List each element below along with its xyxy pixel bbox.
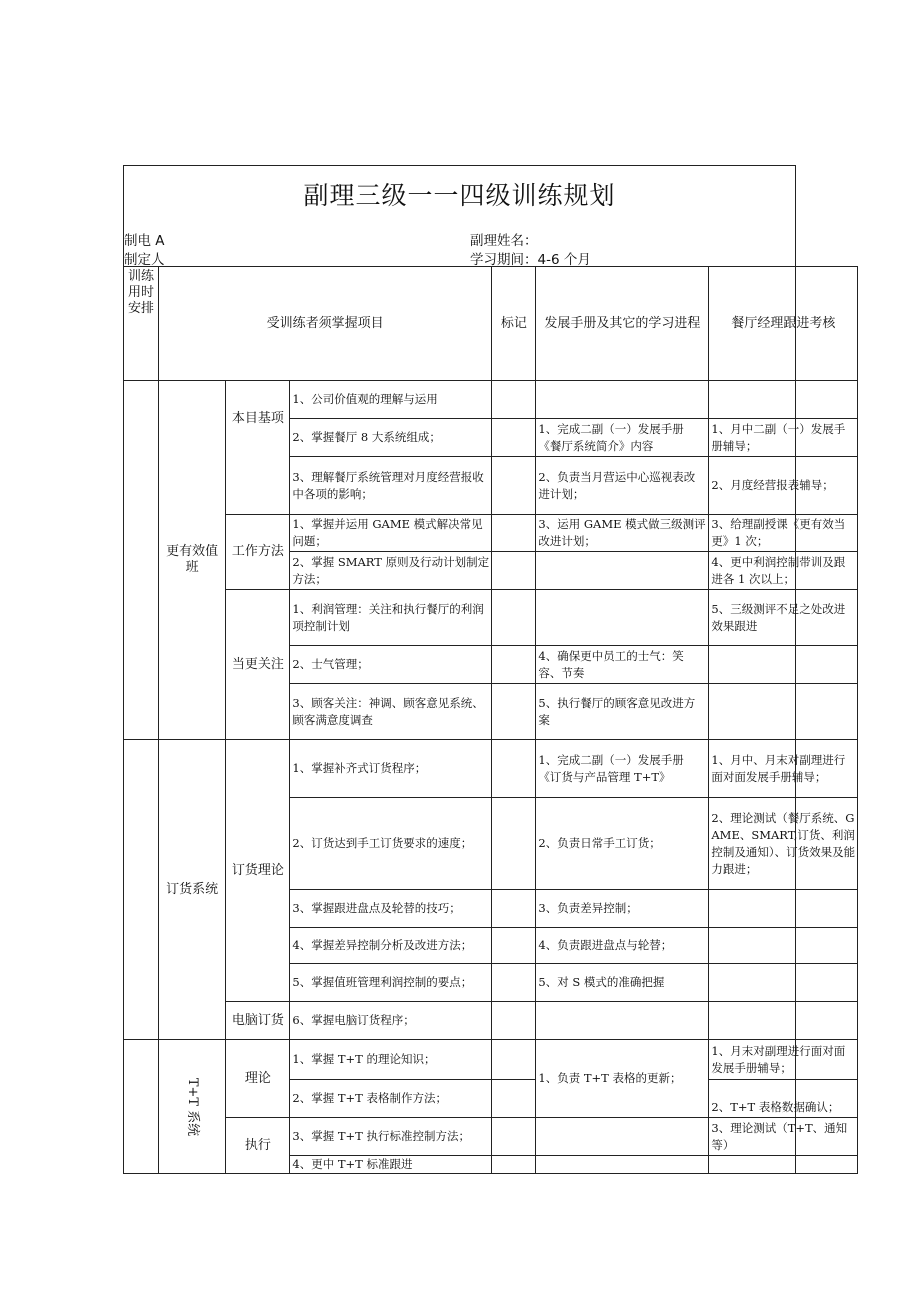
mark-cell — [492, 419, 536, 457]
item-cell: 2、士气管理； — [290, 646, 492, 684]
review-cell — [709, 381, 858, 419]
section-name — [159, 1040, 226, 1174]
review-cell: 2、T+T 表格数据确认； — [709, 1080, 858, 1118]
review-cell: 1、月中二副（一）发展手册辅导； — [709, 419, 858, 457]
mark-cell — [492, 1156, 536, 1174]
review-cell: 2、月度经营报表辅导； — [709, 457, 858, 515]
review-cell: 4、更中利润控制带训及跟进各 1 次以上； — [709, 552, 858, 590]
review-cell: 5、三级测评不足之处改进效果跟进 — [709, 590, 858, 646]
item-cell: 1、公司价值观的理解与运用 — [290, 381, 492, 419]
review-cell — [709, 890, 858, 928]
group-name: 本目基项 — [226, 381, 290, 515]
item-cell: 6、掌握电脑订货程序； — [290, 1002, 492, 1040]
group-name: 执行 — [226, 1118, 290, 1174]
progress-cell: 2、负责日常手工订货； — [536, 798, 709, 890]
mark-cell — [492, 798, 536, 890]
group-name: 理论 — [226, 1040, 290, 1118]
review-cell: 1、月中、月末对副理进行面对面发展手册辅导； — [709, 740, 858, 798]
section-name-text: T+T 系统 — [185, 1077, 201, 1136]
col-items-header: 受训练者须掌握项目 — [159, 267, 492, 381]
deputy-name-label: 副理姓名： — [470, 233, 538, 249]
time-cell — [124, 1040, 159, 1174]
review-cell — [709, 964, 858, 1002]
item-cell: 5、掌握值班管理利润控制的要点； — [290, 964, 492, 1002]
section-name: 订货系统 — [159, 740, 226, 1040]
progress-cell: 1、负责 T+T 表格的更新； — [536, 1040, 709, 1118]
item-cell: 1、利润管理：关注和执行餐厅的利润项控制计划 — [290, 590, 492, 646]
section-name: 更有效值班 — [159, 381, 226, 740]
progress-cell: 3、负责差异控制； — [536, 890, 709, 928]
col-time-header: 训练用时安排 — [124, 267, 159, 381]
review-cell — [709, 928, 858, 964]
progress-cell — [536, 1156, 709, 1174]
mark-cell — [492, 590, 536, 646]
item-cell: 1、掌握补齐式订货程序； — [290, 740, 492, 798]
group-name: 订货理论 — [226, 740, 290, 1002]
progress-cell — [536, 590, 709, 646]
mark-cell — [492, 1080, 536, 1118]
mark-cell — [492, 740, 536, 798]
table-row — [124, 1002, 858, 1040]
page-title: 副理三级一一四级训练规划 — [303, 181, 616, 210]
maker-label: 制定人 — [124, 252, 165, 268]
item-cell: 1、掌握 T+T 的理论知识； — [290, 1040, 492, 1080]
review-cell: 2、理论测试（餐厅系统、GAME、SMART,订货、利润控制及通知）、订货效果及能力跟进； — [709, 798, 858, 890]
mark-cell — [492, 515, 536, 552]
group-name: 当更关注 — [226, 590, 290, 740]
progress-cell — [536, 1002, 709, 1040]
table-row — [124, 1040, 858, 1080]
progress-cell: 1、完成二副（一）发展手册《订货与产品管理 T+T》 — [536, 740, 709, 798]
study-period-label: 学习期间：4-6 个月 — [470, 252, 591, 268]
progress-cell — [536, 552, 709, 590]
table-row — [124, 740, 858, 798]
review-cell — [709, 1156, 858, 1174]
mark-cell — [492, 890, 536, 928]
item-cell: 3、掌握跟进盘点及轮替的技巧； — [290, 890, 492, 928]
item-cell: 3、顾客关注：神调、顾客意见系统、顾客满意度调查 — [290, 684, 492, 740]
review-cell: 1、月末对副理进行面对面发展手册辅导； — [709, 1040, 858, 1080]
progress-cell: 3、运用 GAME 模式做三级测评改进计划； — [536, 515, 709, 552]
table-row — [124, 381, 858, 419]
mark-cell — [492, 1002, 536, 1040]
table-row — [124, 1118, 858, 1156]
progress-cell — [536, 381, 709, 419]
item-cell: 4、掌握差异控制分析及改进方法； — [290, 928, 492, 964]
time-cell — [124, 740, 159, 1040]
progress-cell — [536, 1118, 709, 1156]
mark-cell — [492, 1040, 536, 1080]
progress-cell: 5、执行餐厅的顾客意见改进方案 — [536, 684, 709, 740]
review-cell — [709, 646, 858, 684]
mark-cell — [492, 381, 536, 419]
time-cell — [124, 381, 159, 740]
review-cell — [709, 684, 858, 740]
mark-cell — [492, 684, 536, 740]
review-cell: 3、理论测试（T+T、通知等） — [709, 1118, 858, 1156]
mark-cell — [492, 646, 536, 684]
table-row — [124, 590, 858, 646]
mark-cell — [492, 964, 536, 1002]
progress-cell: 4、负责跟进盘点与轮替； — [536, 928, 709, 964]
group-name: 工作方法 — [226, 515, 290, 590]
item-cell: 4、更中 T+T 标准跟进 — [290, 1156, 492, 1174]
mark-cell — [492, 457, 536, 515]
made-by-label: 制电 A — [124, 233, 165, 249]
item-cell: 3、理解餐厅系统管理对月度经营报收中各项的影响； — [290, 457, 492, 515]
item-cell: 2、掌握 SMART 原则及行动计划制定方法； — [290, 552, 492, 590]
col-review-header: 餐厅经理跟进考核 — [709, 267, 858, 381]
progress-cell: 5、对 S 模式的准确把握 — [536, 964, 709, 1002]
training-plan-table — [123, 266, 858, 1174]
review-cell — [709, 1002, 858, 1040]
mark-cell — [492, 552, 536, 590]
progress-cell: 2、负责当月营运中心巡视表改进计划； — [536, 457, 709, 515]
mark-cell — [492, 928, 536, 964]
group-name: 电脑订货 — [226, 1002, 290, 1040]
col-mark-header: 标记 — [492, 267, 536, 381]
review-cell: 3、给理副授课《更有效当更》1 次； — [709, 515, 858, 552]
mark-cell — [492, 1118, 536, 1156]
item-cell: 1、掌握并运用 GAME 模式解决常见问题； — [290, 515, 492, 552]
col-progress-header: 发展手册及其它的学习进程 — [536, 267, 709, 381]
progress-cell: 1、完成二副（一）发展手册《餐厅系统简介》内容 — [536, 419, 709, 457]
table-row — [124, 515, 858, 552]
progress-cell: 4、确保更中员工的士气：笑容、节奏 — [536, 646, 709, 684]
item-cell: 2、掌握 T+T 表格制作方法； — [290, 1080, 492, 1118]
header-row — [124, 267, 858, 381]
item-cell: 2、掌握餐厅 8 大系统组成； — [290, 419, 492, 457]
item-cell: 2、订货达到手工订货要求的速度； — [290, 798, 492, 890]
item-cell: 3、掌握 T+T 执行标准控制方法； — [290, 1118, 492, 1156]
